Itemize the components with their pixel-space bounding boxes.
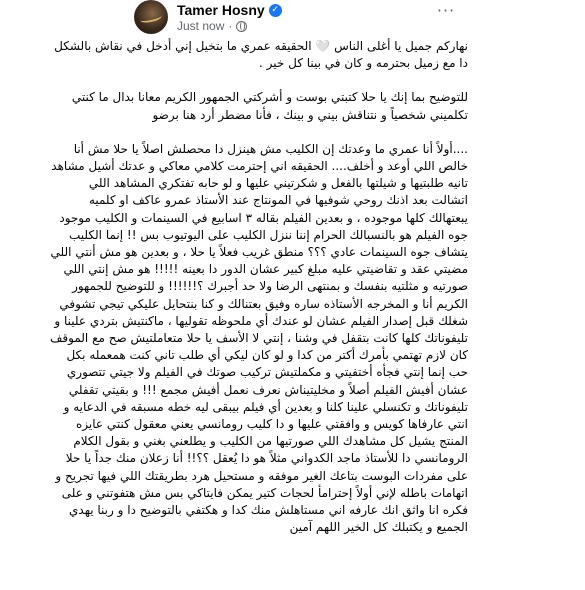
post-paragraph-1: نهاركم جميل يا أغلى الناس 🤍 الحقيقه عمري ما بتخيل إني أدخل في نقاش بالشكل دا مع زميل بحترمه و كان في بينا كل خير . bbox=[54, 39, 468, 71]
avatar-signature-icon bbox=[139, 12, 162, 24]
author-name-row bbox=[177, 2, 282, 18]
post-header bbox=[0, 0, 585, 40]
meta-separator: · bbox=[228, 19, 233, 33]
globe-icon[interactable] bbox=[236, 21, 247, 32]
author-name[interactable]: Tamer Hosny bbox=[177, 2, 265, 18]
author-avatar[interactable] bbox=[134, 0, 168, 34]
more-options-button[interactable]: ··· bbox=[436, 1, 456, 20]
post-timestamp[interactable]: Just now bbox=[177, 19, 225, 33]
post-meta bbox=[177, 19, 247, 33]
post-body bbox=[50, 38, 468, 536]
post-paragraph-2: للتوضيح بما إنك يا حلا كتبتي بوست و أشركتي الجمهور الكريم معانا بدال ما كنتي تكلميني شخصياً و نتناقش بيني و بينك ، فأنا مضطر أرد هنا برضو bbox=[71, 90, 468, 122]
verified-badge-icon: ✓ bbox=[269, 4, 282, 17]
post-paragraph-3: ....أولاً أنا عمري ما وعدتك إن الكليب مش هينزل دا محصلش اصلاً يا حلا مش أنا خالص اللي أوعد و أخلف.... الحقيقه اني إحترمت كلامي معاكي و عدتك أشيل مشاهد تانيه طلبتيها و شيلتها بالفعل و شكرتيني عليها و لو حابه تفتكري المشاهد اللي اتشالت بعد اذنك روحي شوفيها في المونتاج عند الأستاذ عمرو عاكف او كلميه يبعتهالك كلها موجوده ، و بعدين الفيلم بقاله ٣ اسابيع في السينمات و الكليب موجود جوه الفيلم هو بالنسبالك الحرام إننا ننزل الكليب على اليوتيوب بس !! إنما الكليب يتشاف جوه السينمات عادي ؟؟؟ منطق غريب فعلاً يا حلا ، و بعدين هو مش أنتي اللي مضيتي عقد و تقاضيتي عليه مبلغ كبير عشان الدور دا بعينه !!!!! هو مش إنتي اللي صورتيه و مثلتيه بنفسك و بمنتهى الرضا ولا حد أجبرك ؟!!!!!! و للتوضيح للجمهور الكريم أنا و المخرجه الأستاذه ساره وفيق بعتنالك و كنا بنتحايل عليكي تيجي تشوفي شغلك قبل إصدار الفيلم عشان لو عندك أي ملحوظه تقوليها ، ماكنتيش بتردي علينا و تليفوناتك كلها كانت بتقفل في وشنا ، إنتي لا الأسف يا حلا متعاملتيش صح مع الموقف كان لازم تهتمي بأمرك أكتر من كدا و لو كان ليكي أي طلب تاني كنت همعمله بكل حب إنما إنتي فجأه أختفيتي و مكملتيش تركيب صوتك في الفيلم ولا جيتي تتصوري عشان أفيش الفيلم أصلاً و مخليتيناش نعرف نعمل أفيش مجمع !!! و بقيتي تقفلي تليفوناتك و تكنسلي علينا كلنا و بعدين أي فيلم بيبقى ليه خطه مسبقه في الدعايه و انتي عارفاها كويس و وافقتي عليها و دا كليب رومانسي يعني معقول كنتي عايزه المنتج يشيل كل مشاهدك اللي صورتيها من الكليب و يطلعني بغني و بقول الكلام الرومانسي دا للأستاذ ماجد الكدواني مثلاً هو دا يُعقل ؟؟!! أنا زعلان منك جداً يا حلا على مفردات البوست بتاعك الغير موفقه و مستحيل هرد بطريقتك اللي فيها تجريح و اتهامات باطله لإني أولاً إحترامأ لحجات كتير يمكن فايتاكي بس مش هتفوتني و على فكره انا واثق انك عارفه اني مستاهلش منك كدا و هكتفي بالتوضيح دا و ربنا يهدي الجميع و يكتبلك كل الخير اللهم آمين bbox=[49, 141, 468, 535]
